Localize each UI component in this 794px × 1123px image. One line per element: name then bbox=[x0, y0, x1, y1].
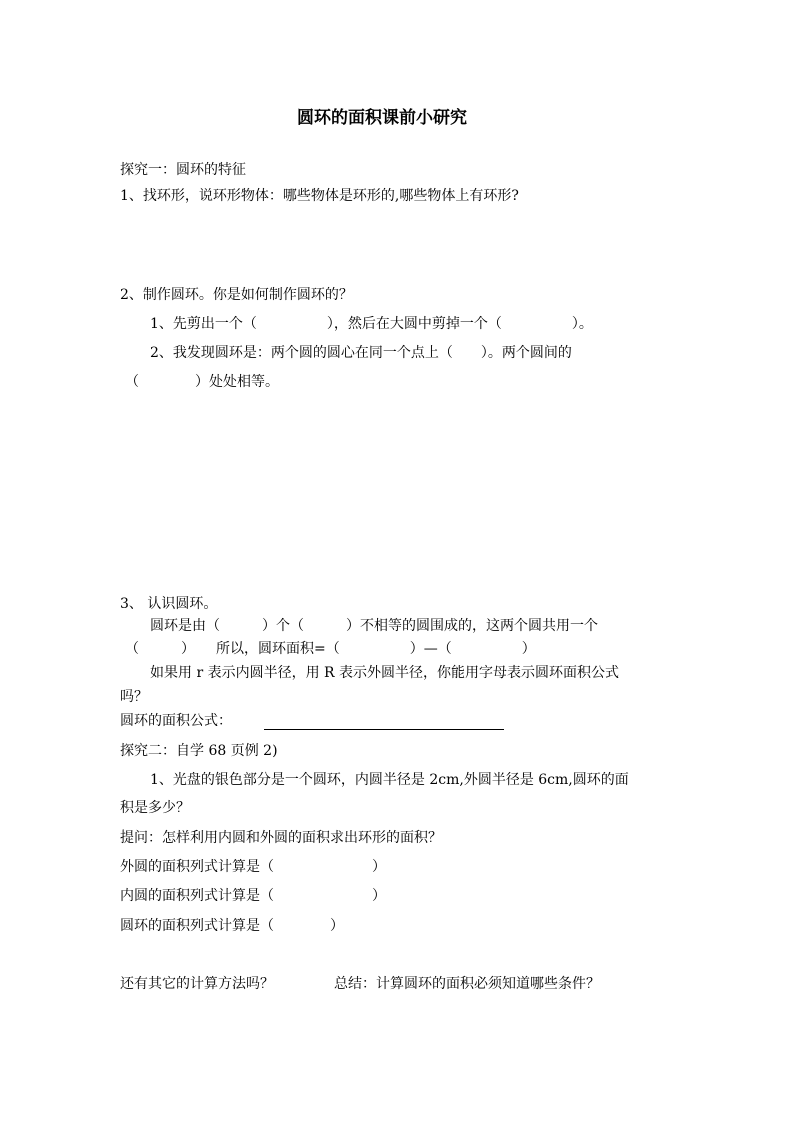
formula-label: 圆环的面积公式： bbox=[120, 713, 232, 729]
question-2-item-2-continued: （ ）处处相等。 bbox=[125, 374, 279, 390]
question-1: 1、找环形，说环形物体：哪些物体是环形的,哪些物体上有环形? bbox=[120, 188, 519, 204]
summary-question: 总结：计算圆环的面积必须知道哪些条件？ bbox=[334, 976, 600, 992]
question-2-item-2: 2、我发现圆环是：两个圆的圆心在同一个点上（ ）。两个圆间的 bbox=[150, 345, 572, 361]
inner-area-line: 内圆的面积列式计算是（ ） bbox=[120, 888, 386, 904]
problem-1-line-1: 1、光盘的银色部分是一个圆环，内圆半径是 2cm,外圆半径是 6cm,圆环的面 bbox=[150, 772, 629, 788]
formula-answer-blank[interactable] bbox=[264, 729, 504, 730]
question-2-item-1: 1、先剪出一个（ ），然后在大圆中剪掉一个（ ）。 bbox=[150, 316, 593, 332]
question-3: 3、 认识圆环。 bbox=[120, 596, 218, 612]
section1-heading: 探究一：圆环的特征 bbox=[120, 162, 246, 178]
question-3-line-2: （ ） 所以，圆环面积=（ ）—（ ） bbox=[125, 641, 536, 657]
question-2: 2、制作圆环。你是如何制作圆环的？ bbox=[120, 287, 353, 303]
question-3-line-1: 圆环是由（ ）个（ ）不相等的圆围成的，这两个圆共用一个 bbox=[150, 618, 598, 634]
ring-area-line: 圆环的面积列式计算是（ ） bbox=[120, 918, 344, 934]
outer-area-line: 外圆的面积列式计算是（ ） bbox=[120, 859, 386, 875]
other-methods-question: 还有其它的计算方法吗？ bbox=[120, 976, 274, 992]
question-3-line-4: 吗？ bbox=[120, 689, 148, 705]
section2-heading: 探究二：自学 68 页例 2) bbox=[120, 743, 278, 759]
question-3-line-3: 如果用 r 表示内圆半径，用 R 表示外圆半径，你能用字母表示圆环面积公式 bbox=[150, 665, 620, 681]
problem-1-line-2: 积是多少？ bbox=[120, 800, 190, 816]
page-title: 圆环的面积课前小研究 bbox=[297, 108, 467, 128]
ask-question: 提问：怎样利用内圆和外圆的面积求出环形的面积？ bbox=[120, 830, 442, 846]
